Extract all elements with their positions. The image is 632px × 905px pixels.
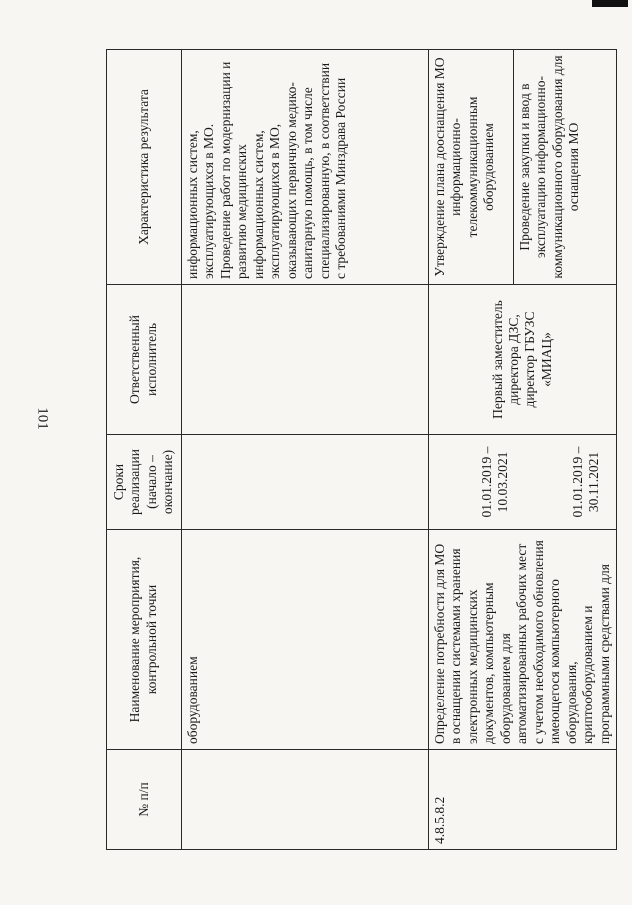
cell-responsible-cont — [181, 285, 428, 435]
cell-dates — [428, 435, 616, 530]
cell-responsible: Первый заместитель директора ДЗС, директор ГБУЗС «МИАЦ» — [428, 285, 616, 435]
cell-dates-cont — [181, 435, 428, 530]
cell-result — [428, 50, 616, 285]
header-result: Характеристика результата — [107, 50, 182, 285]
dates-1: 01.01.2019 – 10.03.2021 — [478, 446, 511, 518]
header-name: Наименование мероприятия, контрольной точки — [107, 530, 182, 750]
rotated-table-container — [106, 50, 612, 850]
table-header-row — [107, 50, 182, 850]
cell-result-cont: информационных систем, эксплуатирующихся в МО. Проведение работ по модернизации и развитию медицинских информационных систем, эксплуатирующихся в МО, оказывающих первичную медико-санитарную помощь, в том числе специализированную, в соответствии с требованиями Минздрава России — [181, 50, 428, 285]
dates-2: 01.01.2019 – 30.11.2021 — [569, 446, 602, 518]
header-responsible: Ответственный исполнитель — [107, 285, 182, 435]
cell-number: 4.8.5.8.2 — [428, 750, 616, 850]
cell-name-cont: оборудованием — [181, 530, 428, 750]
cell-name: Определение потребности для МО в оснащении системами хранения электронных медицинских документов, компьютерным оборудованием для автоматизированных рабочих мест с учетом необходимого обновления имеющегося компьютерного оборудования, криптооборудованием и программными средствами для — [428, 530, 616, 750]
header-number: № п/п — [107, 750, 182, 850]
cell-number-cont — [181, 750, 428, 850]
corner-mark — [592, 0, 628, 7]
table-row — [428, 50, 616, 850]
header-dates: Сроки реализации (начало – окончание) — [107, 435, 182, 530]
plan-table — [106, 49, 617, 850]
table-row-continued — [181, 50, 428, 850]
result-2: Проведение закупки и ввод в эксплуатацию информационно-коммуникационного оборудования для оснащения МО — [516, 55, 582, 279]
page-number: 101 — [34, 407, 51, 430]
result-1: Утверждение плана дооснащения МО информационно-телекоммуникационным оборудованием — [429, 50, 514, 284]
